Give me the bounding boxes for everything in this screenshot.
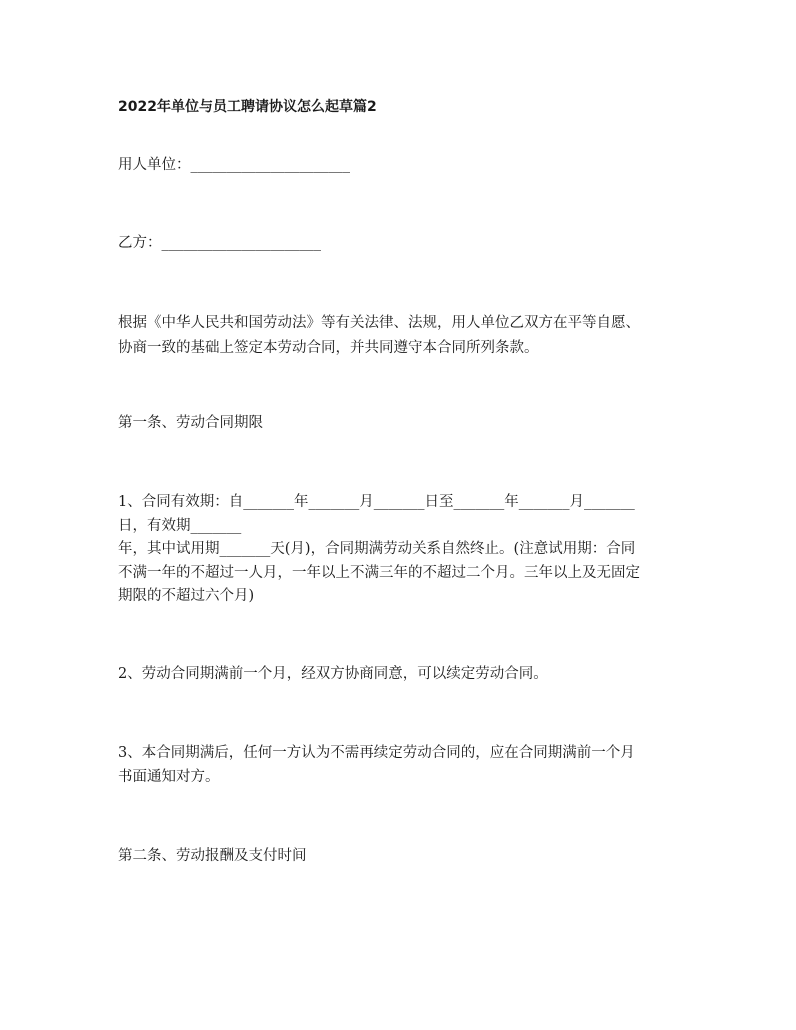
preamble-line-1: 根据《中华人民共和国劳动法》等有关法律、法规，用人单位乙双方在平等自愿、	[118, 315, 640, 331]
article-1-heading: 第一条、劳动合同期限	[118, 415, 263, 431]
clause-1-line-2: 日，有效期_______	[118, 518, 242, 534]
clause-1-line-5: 期限的不超过六个月)	[118, 588, 255, 604]
clause-3-line-2: 书面通知对方。	[118, 769, 220, 785]
clause-3-line-1: 3、本合同期满后，任何一方认为不需再续定劳动合同的，应在合同期满前一个月	[118, 745, 635, 761]
party-b-field-line: 乙方：______________________	[118, 235, 321, 251]
clause-1-line-1: 1、合同有效期：自_______年_______月_______日至_______年_______月_______	[118, 494, 635, 510]
document-title: 2022年单位与员工聘请协议怎么起草篇2	[118, 99, 377, 115]
preamble-line-2: 协商一致的基础上签定本劳动合同，并共同遵守本合同所列条款。	[118, 340, 539, 356]
article-2-heading: 第二条、劳动报酬及支付时间	[118, 848, 307, 864]
clause-1-line-3: 年，其中试用期_______天(月)，合同期满劳动关系自然终止。(注意试用期：合同	[118, 541, 636, 557]
clause-1-line-4: 不满一年的不超过一人月，一年以上不满三年的不超过二个月。三年以上及无固定	[118, 565, 640, 581]
clause-2: 2、劳动合同期满前一个月，经双方协商同意，可以续定劳动合同。	[118, 666, 548, 682]
employer-field-line: 用人单位：______________________	[118, 157, 350, 173]
